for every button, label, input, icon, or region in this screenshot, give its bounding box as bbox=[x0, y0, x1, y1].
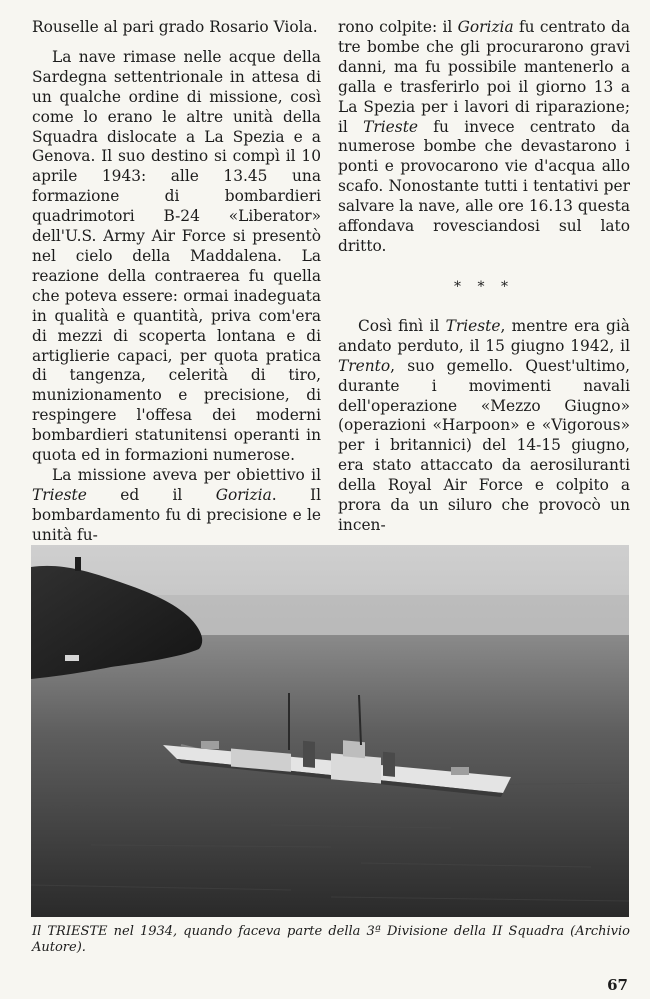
right-column bbox=[338, 18, 630, 536]
text-run: , suo gemello. Quest'ultimo, durante i movimenti navali dell'operazione «Mezzo Giugno» (operazioni «Harpoon» e «Vigorous» per i britannici) del 14-15 giugno, era stato attaccato da aerosiluranti della Royal Air Force e colpito a prora da un siluro che provocò un incen- bbox=[338, 356, 630, 534]
ship-name-trieste: Trieste bbox=[445, 316, 501, 335]
ship-name-gorizia: Gorizia bbox=[457, 18, 514, 36]
left-paragraph-1: Rouselle al pari grado Rosario Viola. bbox=[32, 18, 318, 36]
page-number: 67 bbox=[607, 976, 628, 994]
left-paragraph-2: La nave rimase nelle acque della Sardegna settentrionale in attesa di un qualche ordine di missione, così come lo erano le altre unità della Squadra dislocate a La Spezia e a Genova. Il suo destino si compì il 10 aprile 1943: alle 13.45 una formazione di bombardieri quadrimotori B-24 «Liberator» dell'U.S. Army Air Force si presentò nel cielo della Maddalena. La reazione della contraerea fu quella che poteva essere: ormai inadeguata in qualità e quantità, priva com'era di mezzi di scoperta lontana e di artiglierie capaci, per quota pratica di tangenza, celerità di tiro, munizionamento e precisione, di respingere l'offesa dei moderni bombardieri statunitensi operanti in quota ed in formazioni numerose. bbox=[32, 47, 321, 465]
cruiser-photo-illustration bbox=[31, 545, 629, 917]
left-column bbox=[32, 18, 321, 546]
photograph bbox=[31, 545, 629, 917]
text-run: fu invece centrato da numerose bombe che devastarono i ponti e provocarono vie d'acqua allo scafo. Nonostante tutti i tentativi per salvare la nave, alle ore 16.13 questa affondava rovesciandosi sul lato dritto. bbox=[338, 117, 630, 255]
ship-name-gorizia: Gorizia bbox=[215, 485, 272, 504]
right-paragraph-1 bbox=[338, 18, 630, 257]
text-run: ed il bbox=[86, 485, 216, 504]
section-separator: * * * bbox=[454, 278, 514, 295]
ship-name-trieste: Trieste bbox=[32, 485, 87, 504]
text-run: . Il bombardamento fu di precisione e le unità fu- bbox=[32, 485, 321, 544]
right-paragraph-2 bbox=[338, 317, 630, 536]
text-run: , mentre era già andato perduto, il 15 giugno 1942, il bbox=[338, 316, 630, 355]
text-run: La missione aveva per obiettivo il bbox=[52, 465, 321, 484]
text-run: fu centrato da tre bombe che gli procurarono gravi danni, ma fu possibile mantenerlo a galla e trasferirlo poi il giorno 13 a La Spezia per i lavori di riparazione; il bbox=[338, 18, 630, 136]
text-run: Così finì il bbox=[358, 316, 446, 335]
ship-name-trento: Trento bbox=[338, 356, 391, 375]
text-run: rono colpite: il bbox=[338, 18, 458, 36]
ship-name-trieste: Trieste bbox=[363, 117, 418, 136]
figure-caption: Il TRIESTE nel 1934, quando faceva parte della 3ª Divisione della II Squadra (Archivio Autore). bbox=[32, 924, 630, 955]
left-paragraph-3 bbox=[32, 466, 321, 546]
